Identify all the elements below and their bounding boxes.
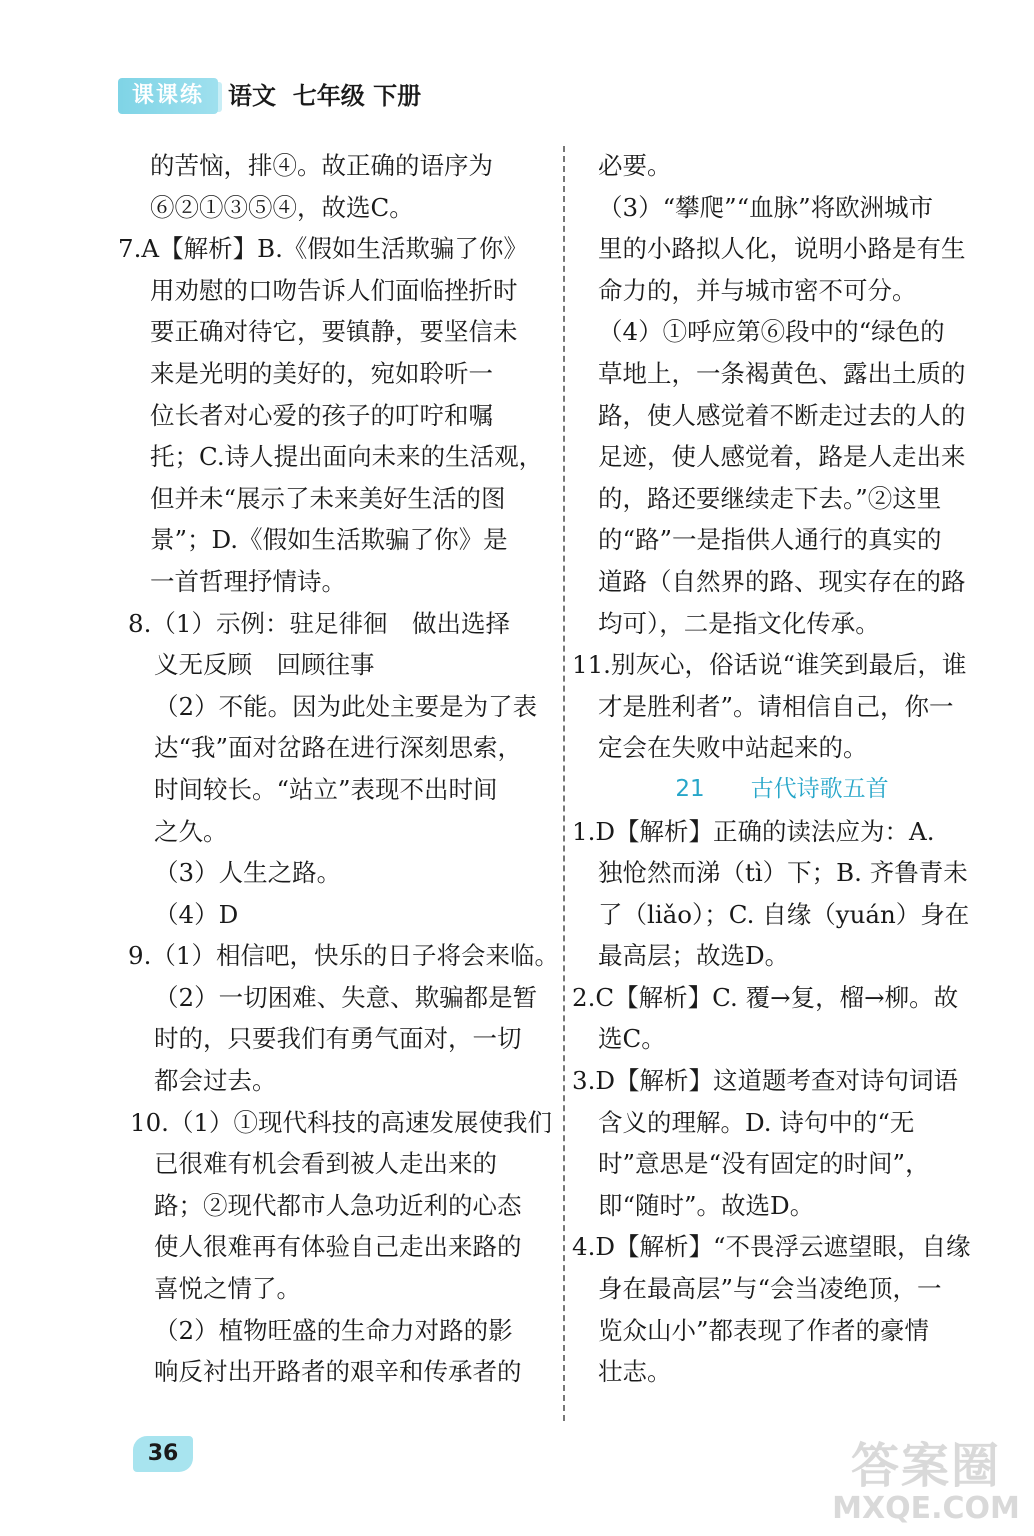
answer-item-10: 10.（1）①现代科技的高速发展使我们 <box>130 1107 553 1137</box>
text-line: （2）不能。因为此处主要是为了表 <box>154 691 538 721</box>
text-line: 路；②现代都市人急功近利的心态 <box>154 1190 522 1220</box>
text-line: 之久。 <box>154 816 228 846</box>
text-line: 都会过去。 <box>154 1066 277 1096</box>
right-column <box>572 145 992 1393</box>
book-subject-title: 语文 七年级 下册 <box>228 81 422 110</box>
text-line: 里的小路拟人化，说明小路是有生 <box>598 234 966 264</box>
text-line: （4）①呼应第⑥段中的“绿色的 <box>598 317 945 347</box>
series-logo: 课课练 <box>118 78 218 114</box>
text-line: 壮志。 <box>598 1357 672 1387</box>
text-line: 达“我”面对岔路在进行深刻思索， <box>154 733 523 763</box>
text-line: （2）一切困难、失意、欺骗都是暂 <box>154 982 538 1012</box>
text-line: 的，路还要继续走下去。”②这里 <box>598 483 942 513</box>
column-divider <box>563 146 565 1421</box>
text-line: （3）“攀爬”“血脉”将欧洲城市 <box>598 192 934 222</box>
page-number: 36 <box>133 1436 193 1472</box>
text-line: 必要。 <box>598 151 672 180</box>
text-line: 景”；D.《假如生活欺骗了你》是 <box>150 525 508 555</box>
poem-answer-2: 2.C【解析】C. 覆→复，榴→柳。故 <box>572 982 959 1012</box>
poem-answer-1: 1.D【解析】正确的读法应为：A. <box>572 816 935 846</box>
watermark-text: 答案圈 <box>850 1438 1001 1494</box>
text-line: （2）植物旺盛的生命力对路的影 <box>154 1315 513 1345</box>
text-line: 时”意思是“没有固定的时间”， <box>598 1149 930 1179</box>
answer-item-8: 8.（1）示例：驻足徘徊 做出选择 <box>128 608 510 638</box>
text-line: 义无反顾 回顾往事 <box>154 650 375 680</box>
text-line: （4）D <box>154 899 239 929</box>
text-line: 时的，只要我们有勇气面对，一切 <box>154 1024 522 1054</box>
text-line: 均可），二是指文化传承。 <box>598 608 880 638</box>
text-line: 已很难有机会看到被人走出来的 <box>154 1149 497 1179</box>
text-line: 最高层；故选D。 <box>598 941 790 971</box>
text-line: 道路（自然界的路、现实存在的路 <box>598 566 966 596</box>
text-line: 位长者对心爱的孩子的叮咛和嘱 <box>150 400 493 430</box>
text-line: 但并未“展示了未来美好生活的图 <box>150 483 506 513</box>
section-title: 21 古代诗歌五首 <box>675 775 889 802</box>
text-line: 草地上，一条褐黄色、露出土质的 <box>598 358 966 388</box>
answer-item-9: 9.（1）相信吧，快乐的日子将会来临。 <box>128 941 559 971</box>
text-line: 了（liǎo）；C. 自缘（yuán）身在 <box>598 899 970 929</box>
text-line: 才是胜利者”。请相信自己，你一 <box>598 691 954 721</box>
text-line: 一首哲理抒情诗。 <box>150 566 346 596</box>
text-line: 独怆然而涕（tì）下；B. 齐鲁青未 <box>598 858 968 888</box>
text-line: 来是光明的美好的，宛如聆听一 <box>150 358 493 388</box>
poem-answer-3: 3.D【解析】这道题考查对诗句词语 <box>572 1066 959 1096</box>
text-line: 的“路”一是指供人通行的真实的 <box>598 525 942 555</box>
text-line: 喜悦之情了。 <box>154 1274 301 1304</box>
poem-answer-4: 4.D【解析】“不畏浮云遮望眼，自缘 <box>572 1232 971 1262</box>
text-line: 要正确对待它，要镇静，要坚信未 <box>150 317 518 347</box>
answer-item-7: 7.A【解析】B.《假如生活欺骗了你》 <box>118 234 528 264</box>
text-line: 的苦恼，排④。故正确的语序为 <box>150 151 493 180</box>
text-line: 时间较长。“站立”表现不出时间 <box>154 774 498 804</box>
text-line: 响反衬出开路者的艰辛和传承者的 <box>154 1357 522 1387</box>
text-line: 即“随时”。故选D。 <box>598 1190 815 1220</box>
page-header <box>118 76 578 120</box>
text-line: 托；C.诗人提出面向未来的生活观， <box>150 442 544 472</box>
text-line: 足迹，使人感觉着，路是人走出来 <box>598 442 966 472</box>
watermark-url: MXQE.COM <box>832 1491 1020 1526</box>
left-column <box>118 145 559 1393</box>
text-line: 览众山小”都表现了作者的豪情 <box>598 1315 930 1345</box>
text-line: 使人很难再有体验自己走出来路的 <box>154 1232 522 1262</box>
text-line: 命力的，并与城市密不可分。 <box>598 275 917 305</box>
text-line: ⑥②①③⑤④，故选C。 <box>150 192 414 222</box>
answer-item-11: 11.别灰心，俗话说“谁笑到最后，谁 <box>572 650 967 680</box>
text-line: 路，使人感觉着不断走过去的人的 <box>598 400 966 430</box>
text-line: 含义的理解。D. 诗句中的“无 <box>598 1107 915 1137</box>
text-line: 选C。 <box>598 1024 666 1054</box>
text-line: 定会在失败中站起来的。 <box>598 733 868 763</box>
text-line: 用劝慰的口吻告诉人们面临挫折时 <box>150 275 518 305</box>
text-line: （3）人生之路。 <box>154 858 342 888</box>
text-line: 身在最高层”与“会当凌绝顶，一 <box>598 1274 942 1304</box>
watermark <box>828 1440 1024 1530</box>
